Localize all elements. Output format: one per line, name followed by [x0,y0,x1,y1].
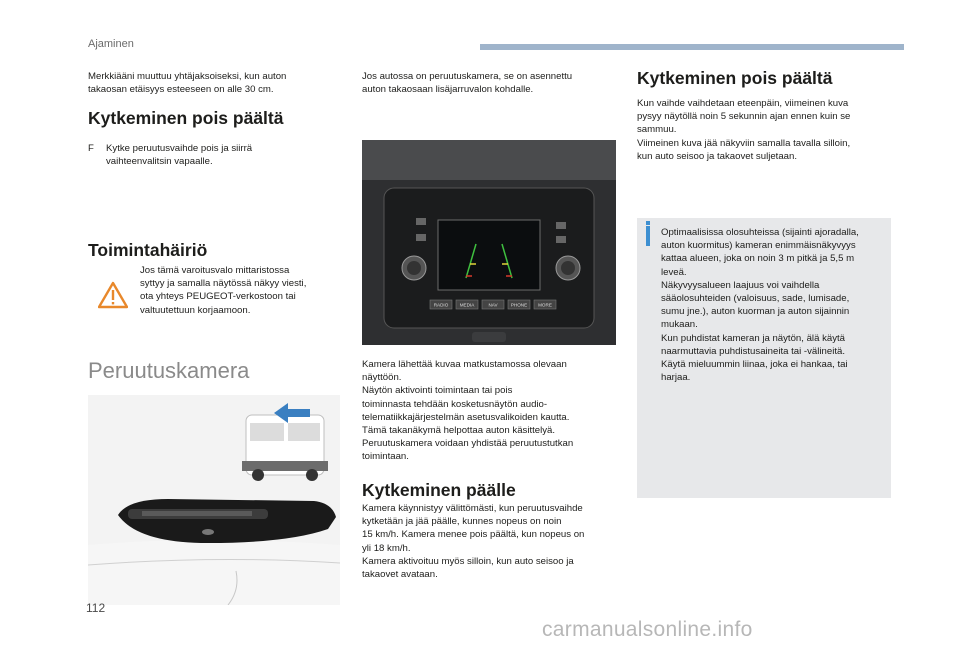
dashboard-photo [362,140,616,345]
dash-button-radio: RADIO [433,302,449,308]
header-accent-bar [480,44,904,50]
camera-location-text: Jos autossa on peruutuskamera, se on asennettu auton takaosaan lisäjarruvalon kohdalle. [362,71,573,96]
dash-button-nav: NAV [488,302,498,308]
dash-button-phone: PHONE [510,302,528,308]
van-illustration [242,415,328,481]
bullet-item [88,142,338,168]
watermark: carmanualsonline.info [542,618,753,641]
warning-triangle-icon [98,281,128,309]
camera-body-text: Kamera lähettää kuvaa matkustamossa olevaan näyttöön. Näytön aktivointi toimintaan tai pois toiminnasta tehdään kosketusnäytön audio- telematiikkajärjestelmän asetusvalikoiden kautta. Tämä takanäkymä helpottaa auton käsittelyä. Peruutuskamera voidaan yhdistää peruutustutkan toimintaan. [362,359,574,463]
page-number: 112 [86,601,106,615]
malfunction-text: Jos tämä varoitusvalo mittaristossa syttyy ja samalla näytössä näkyy viesti, ota yhteys PEUGEOT-verkostoon tai valtuutettuun korjaamoon. [140,265,307,316]
heading-switch-off-camera: Kytkeminen pois päältä [637,68,833,88]
bullet-symbol: F [88,143,94,154]
heading-malfunction: Toimintahäiriö [88,240,208,260]
dash-button-more: MORE [538,302,552,308]
heading-switch-off: Kytkeminen pois päältä [88,108,284,128]
camera-display-screen [438,220,540,290]
switch-on-text: Kamera käynnistyy välittömästi, kun peruutusvaihde kytketään ja jää päälle, kunnes nopeus on noin 15 km/h. Kamera menee pois päältä, kun nopeus on yli 18 km/h. Kamera aktivoituu myös silloin, kun auto seisoo ja takaovet avataan. [362,503,585,581]
rear-camera-illustration [88,395,340,605]
dashboard-illustration [362,140,616,345]
info-icon-bar [646,226,650,246]
rear-camera-photo [88,395,340,605]
section-title: Ajaminen [88,38,134,50]
heading-reversing-camera: Peruutuskamera [88,358,250,383]
switch-off-text: Kun vaihde vaihdetaan eteenpäin, viimeinen kuva pysyy näytöllä noin 5 sekunnin ajan ennen kuin se sammuu. Viimeinen kuva jää näkyviin samalla tavalla silloin, kun auto seisoo ja takaovet suljetaan. [637,98,851,162]
bullet-text: Kytke peruutusvaihde pois ja siirrä vaihteenvalitsin vapaalle. [106,143,253,168]
intro-paragraph: Merkkiääni muuttuu yhtäjaksoiseksi, kun auton takaosan etäisyys esteeseen on alle 30 cm. [88,71,287,96]
dash-button-media: MEDIA [459,302,475,308]
info-text: Optimaalisissa olosuhteissa (sijainti ajoradalla, auton kuormitus) kameran enimmäisnäkyvyys kattaa alueen, joka on noin 3 m pitkä ja 5,5 m leveä. Näkyvyysalueen laajuus voi vaihdella sääolosuhteiden (valoisuus, sade, lumisade, sumu jne.), auton kuorman ja auton sijainnin mukaan. Kun puhdistat kameran ja näytön, älä käytä naarmuttavia puhdistusaineita tai -välineitä. Käytä mieluummin liinaa, joka ei hankaa, tai harjaa. [661,227,859,384]
info-icon [646,221,650,225]
heading-switch-on: Kytkeminen päälle [362,480,516,500]
